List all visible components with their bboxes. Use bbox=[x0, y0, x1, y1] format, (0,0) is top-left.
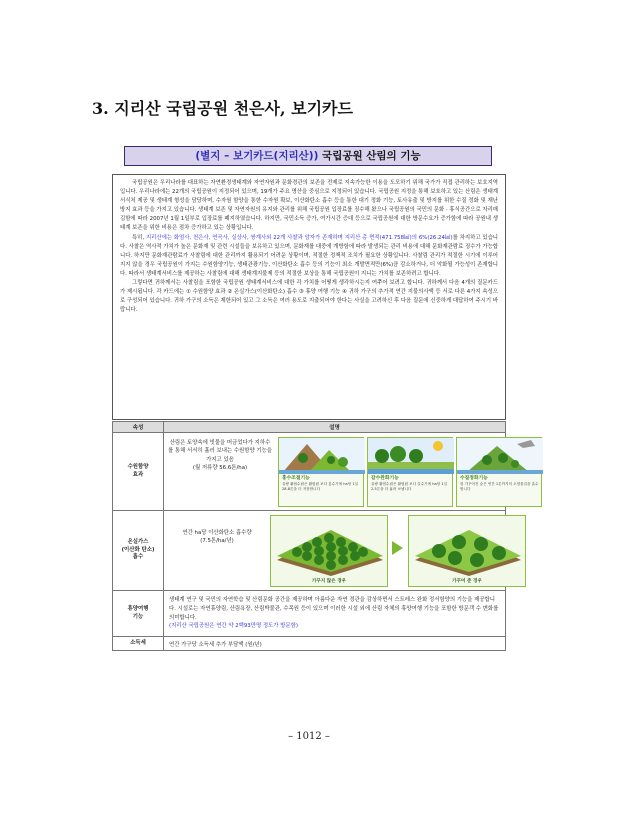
label-water: 수원함양 효과 bbox=[127, 464, 149, 478]
panel-flood-control bbox=[278, 437, 364, 507]
arrow-right-icon bbox=[392, 541, 403, 555]
section-heading: 3. 지리산 국립공원 천은사, 보기카드 bbox=[92, 99, 353, 118]
row-desc-recreation bbox=[164, 591, 506, 637]
para2-lead: 특히, bbox=[132, 234, 146, 241]
forest-unmanaged-caption: 가꾸지 않은 경우 bbox=[311, 579, 347, 584]
carbon-text-value: (7.5톤/ha/년) bbox=[200, 538, 234, 545]
forest-managed-caption: 가꾸어 준 경우 bbox=[452, 579, 482, 584]
carbon-text bbox=[168, 529, 266, 546]
page-number: – 1012 – bbox=[288, 731, 330, 742]
panel-title: 수질정화기능 bbox=[460, 476, 488, 481]
recreation-text: 생태계 연구 및 국민의 자연학습 및 산림문화 공간을 제공하며 아름다운 자연 경관을 감상하면서 스트레스 완화 정서함양의 기능을 제공합니다. 시설로는 자연휴양림, 산림욕장, 산림박물관, 수목원 등이 있으며 이러한 시설 외에 산림 자체의 휴양여행 기능을 포함한 방문객 수 변화를 의미합니다. bbox=[169, 597, 499, 621]
intro-paragraph-3: 그렇다면 귀하께서는 사찰림을 포함한 국립공원 생태계서비스에 대한 각 가치를 어떻게 생각하시는지 여쭈어 보려고 합니다. 귀하께서 다음 4개의 질문카드가 제시됩니다. 각 카드에는 ① 수원함양 효과 ② 온실가스(이산화탄소) 흡수 ③ 휴양 여행 기능 ④ 귀하 가구의 추가적 연간 지불의사액 등 서로 다른 4가지 속성으로 구성되어 있습니다. 귀하 가구의 소득은 제한되어 있고 그 소득은 여러 용도로 지출되어야 한다는 사실을 고려하신 후 다음 질문에 신중하게 대답하여 주시기 바랍니다. bbox=[120, 280, 498, 314]
table-row-water bbox=[113, 433, 506, 511]
intro-paragraph-2 bbox=[120, 234, 498, 279]
water-text-value: (월 저류량 56.6톤/ha) bbox=[192, 465, 248, 472]
thinned-forest-illustration bbox=[409, 516, 527, 578]
banner-prefix: (별지 – 보기카드(지리산)) bbox=[195, 150, 319, 162]
panel-title: 홍수조절기능 bbox=[282, 476, 310, 481]
table-row-tax bbox=[113, 637, 506, 651]
forest-managed-panel bbox=[408, 515, 526, 587]
row-desc-tax: 연간 가구당 소득세 추가 부담액 (원/년) bbox=[164, 637, 506, 651]
header-description: 설명 bbox=[164, 422, 506, 433]
row-label-water bbox=[113, 433, 164, 511]
water-text-main: 산림은 토양속에 빗물을 머금었다가 지하수를 통해 서서히 흘러 보내는 수원함양 기능을 가지고 있음 bbox=[168, 440, 273, 463]
row-desc-carbon bbox=[164, 511, 506, 591]
forest-unmanaged-panel bbox=[270, 515, 388, 587]
table-row-recreation bbox=[113, 591, 506, 637]
drought-illustration bbox=[368, 438, 454, 474]
label-carbon: 온실가스 (이산화 탄소) 흡수 bbox=[121, 539, 155, 561]
attribute-table bbox=[112, 421, 539, 651]
panel-desc: 유량 활엽수림은 활엽림 보다 갈수기에 ha당 1일 2.5톤을 더 흘려 보냅니다 bbox=[371, 482, 448, 491]
purification-illustration bbox=[457, 438, 543, 474]
panel-water-purification bbox=[456, 437, 542, 507]
row-label-tax bbox=[113, 637, 164, 651]
water-text bbox=[168, 439, 272, 473]
dense-forest-illustration bbox=[271, 516, 389, 578]
banner-title: 국립공원 산림의 기능 bbox=[322, 150, 421, 162]
header-attribute: 속성 bbox=[113, 422, 164, 433]
panel-desc: 유량 활엽수림은 활엽림 보다 홍수기에 ha당 1일 28.8톤을 더 저장합니다 bbox=[282, 482, 359, 491]
intro-paragraph-1: 국립공원은 우리나라를 대표하는 자연환경생태계와 자연자원과 문화경관의 보존을 전제로 지속가능한 이용을 도모하기 위해 국가가 직접 관리하는 보호지역입니다. 우리나라에는 22개의 국립공원이 지정되어 있으며, 19개가 주요 명산을 중심으로 지정되어 있습니다. 국립공원 지정을 통해 보호하고 있는 산림은 생태계 서식처 제공 및 생태계 형성을 담당하며, 수자원 함양을 통한 수자원 확보, 이산화탄소 흡수 등을 통한 대기 정화 기능, 토사유출 및 방지를 위한 수질 정화 및 재난 방지 효과 등을 가지고 있습니다. 생태계 보존 및 자연자원의 유지와 관리를 위해 국립공원 입장료를 징수해 왔으나 국립공원의 국민의 문화 · 휴식공간으로 자리매김함에 따라 2007년 1월 1일부로 입장료를 폐지하였습니다. 하지만, 국민소득 증가, 여가시간 증대 등으로 국립공원에 대한 방문수요가 증가함에 따라 공원내 생태계 보존을 위한 비용은 점차 증가하고 있는 상황입니다. bbox=[120, 180, 498, 232]
panel-title: 갈수완화기능 bbox=[371, 476, 399, 481]
recreation-visitors: (지리산 국립공원은 연간 약 2백93만명 정도가 방문함) bbox=[169, 623, 298, 630]
carbon-text-main: 연간 ha당 이산화탄소 흡수량 bbox=[182, 530, 252, 536]
table-row-carbon bbox=[113, 511, 506, 591]
flood-illustration bbox=[279, 438, 365, 474]
panel-drought-relief bbox=[367, 437, 453, 507]
panel-desc: 잘 가꾸어진 숲은 연간 1톤까지의 오염물질을 흡수합니다 bbox=[460, 482, 539, 491]
row-label-recreation bbox=[113, 591, 164, 637]
card-banner bbox=[124, 146, 492, 166]
para2-highlight: 지리산에는 화엄사, 천은사, 연곡사, 실상사, 쌍계사외 22개 사찰과 암자가 존재하며 지리산 총 면적(471.758㎢)의 6%(26.24㎢) bbox=[145, 234, 453, 241]
label-tax: 소득세 bbox=[130, 639, 146, 646]
intro-box bbox=[112, 174, 506, 420]
para2-rest: 를 차지하고 있습니다. 사찰은 역사적 가치가 높은 문화재 및 관련 시설들을 보유하고 있으며, 문화재를 대중에 개방함에 따라 발생되는 관리 비용에 대해 문화재관람료 징수가 가능합니다. 하지만 문화재관람료가 사찰림에 대한 관리까지 활용되기 어려운 상황이며, 적절한 정책적 조치가 필요한 상황입니다. 사찰림 관리가 적절한 시기에 이루어지지 않을 경우 국립공원이 가지는 수원함양기능, 생태관광기능, 이산화탄소 흡수 등의 기능이 최소 개발면적만(6%)큼 감소하거나, 더 악화될 가능성이 존재합니다. 따라서 생태계서비스를 제공하는 사찰림에 대해 생태계지불제 등의 적절한 보상을 통해 국립공원이 지니는 가치를 보존하려고 합니다. bbox=[120, 234, 498, 277]
label-recreation: 휴양여행 기능 bbox=[127, 606, 149, 620]
row-label-carbon bbox=[113, 511, 164, 591]
row-desc-water bbox=[164, 433, 539, 511]
